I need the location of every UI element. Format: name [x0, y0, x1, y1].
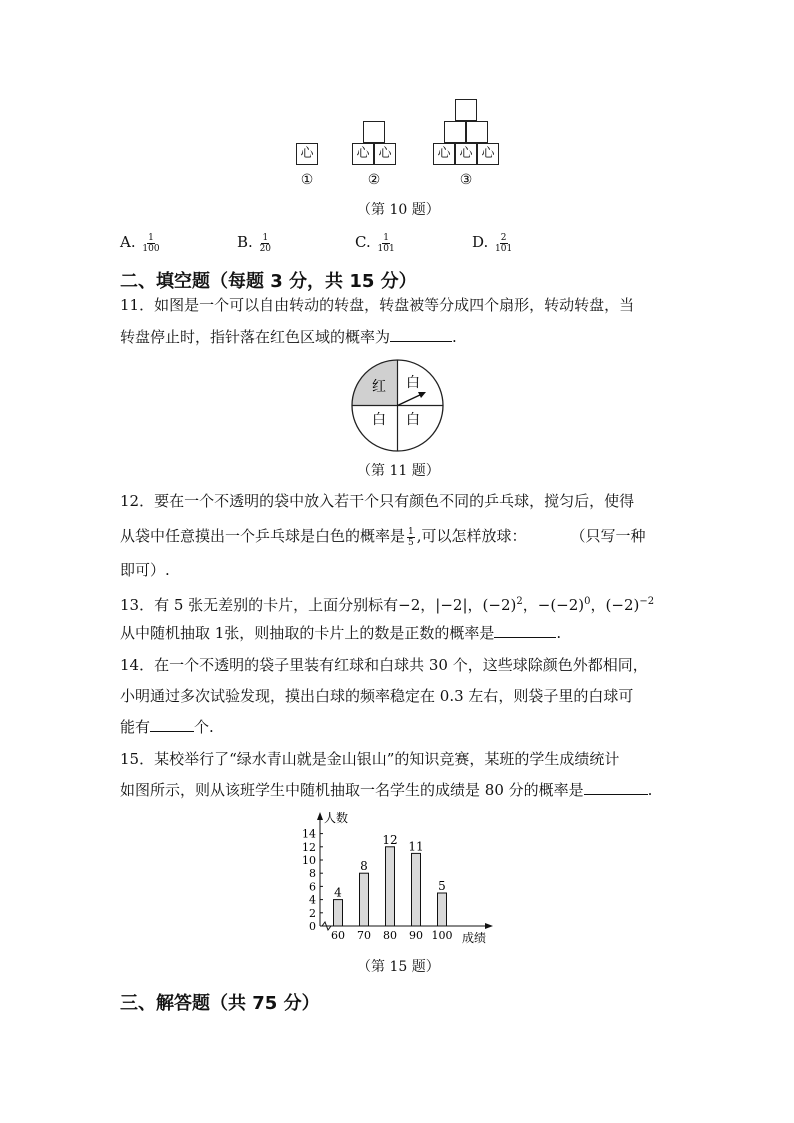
- q12-fraction: $\frac{1}{5}$: [408, 526, 414, 548]
- q15-line-2: 如图所示，则从该班学生中随机抽取一名学生的成绩是 80 分的概率是 .: [120, 781, 653, 799]
- bar-data-label: 5: [438, 879, 446, 893]
- y-axis-label: 人数: [324, 811, 349, 825]
- x-axis-label: 成绩: [462, 931, 487, 945]
- bar: [438, 893, 447, 926]
- y-tick-label: 10: [302, 854, 316, 867]
- sector-label-white: 白: [406, 412, 420, 428]
- option-fraction: $\frac{1}{20}$: [259, 232, 272, 254]
- q10-option-a: [120, 232, 162, 254]
- answer-blank[interactable]: [150, 717, 194, 732]
- y-tick-label: 6: [309, 880, 316, 894]
- answer-blank[interactable]: [584, 780, 648, 795]
- y-tick-label: 0: [309, 920, 316, 933]
- q12-line-2: 从袋中任意摸出一个乒乓球是白色的概率是 $\frac{1}{5}$ ,可以怎样放球： （只写一种: [120, 526, 646, 548]
- option-letter: B.: [237, 233, 253, 251]
- q10-label-1: ①: [300, 172, 314, 188]
- q10-fig2-top-cell: [363, 121, 385, 143]
- bar: [360, 873, 369, 926]
- sector-label-white: 白: [372, 412, 386, 428]
- y-tick-label: 14: [302, 827, 316, 841]
- y-tick-label: 8: [309, 867, 316, 881]
- q10-label-3: ③: [459, 172, 473, 188]
- q14-line-1: 14．在一个不透明的袋子里装有红球和白球共 30 个，这些球除颜色外都相同，: [120, 656, 648, 674]
- q10-fig3-top-cell: [455, 99, 477, 121]
- y-tick-label: 2: [309, 906, 316, 920]
- q10-label-2: ②: [367, 172, 381, 188]
- sector-label-white: 白: [406, 375, 420, 391]
- bar-data-label: 4: [334, 885, 342, 900]
- x-tick-label: 100: [431, 929, 453, 942]
- q11-line-2: 转盘停止时，指针落在红色区域的概率为 .: [120, 328, 457, 346]
- q10-fig3-mid-cell: [444, 121, 466, 143]
- option-letter: A.: [120, 233, 136, 251]
- bar: [386, 847, 395, 926]
- option-letter: C.: [355, 233, 371, 251]
- y-tick-label: 12: [302, 840, 316, 854]
- q10-fig3-mid-cell: [466, 121, 488, 143]
- y-axis-arrow: [317, 812, 323, 820]
- q11-line-1: 11．如图是一个可以自由转动的转盘，转盘被等分成四个扇形，转动转盘，当: [120, 296, 635, 314]
- sector-label-red: 红: [372, 379, 386, 395]
- q15-bar-chart: [290, 808, 500, 948]
- q10-fig2-cell: 心: [374, 143, 396, 165]
- q10-caption: （第 10 题）: [357, 202, 440, 218]
- q10-option-c: [355, 232, 397, 254]
- answer-blank[interactable]: [390, 327, 452, 342]
- section-2-heading: 二、填空题（每题 3 分，共 15 分）: [120, 271, 417, 292]
- option-letter: D.: [472, 233, 489, 251]
- bar-data-label: 11: [408, 839, 424, 854]
- answer-blank[interactable]: [494, 623, 556, 638]
- q10-fig2-cell: 心: [352, 143, 374, 165]
- q13-line-2: 从中随机抽取 1张，则抽取的卡片上的数是正数的概率是 .: [120, 624, 562, 642]
- option-fraction: $\frac{1}{101}$: [377, 232, 395, 254]
- x-tick-label: 60: [331, 929, 345, 942]
- q11-spinner: [350, 358, 445, 453]
- q14-line-3: 能有 个.: [120, 718, 214, 736]
- q10-fig3-cell: 心: [477, 143, 499, 165]
- q12-line-1: 12．要在一个不透明的袋中放入若干个只有颜色不同的乒乓球，搅匀后，使得: [120, 492, 635, 510]
- q14-line-2: 小明通过多次试验发现，摸出白球的频率稳定在 0.3 左右，则袋子里的白球可: [120, 687, 634, 705]
- q12-line-3: 即可）.: [120, 561, 170, 579]
- spinner-pointer: [398, 394, 423, 406]
- q10-fig3-cell: 心: [455, 143, 477, 165]
- q10-option-d: [472, 232, 514, 254]
- section-3-heading: 三、解答题（共 75 分）: [120, 993, 320, 1014]
- q10-figure: [290, 92, 510, 192]
- x-axis-arrow: [485, 923, 493, 929]
- q13-line-1: 13．有 5 张无差别的卡片，上面分别标有−2，|−2|，$(-2)^2$，$-(-2)^0$，$(-2)^{-2}$: [120, 596, 655, 614]
- q11-caption: （第 11 题）: [357, 463, 440, 479]
- q15-caption: （第 15 题）: [357, 959, 440, 975]
- bar: [334, 900, 343, 926]
- q10-option-b: [237, 232, 273, 254]
- q10-fig3-cell: 心: [433, 143, 455, 165]
- option-fraction: $\frac{2}{101}$: [495, 232, 513, 254]
- y-tick-label: 4: [309, 893, 316, 907]
- option-fraction: $\frac{1}{100}$: [142, 232, 160, 254]
- bar: [412, 853, 421, 926]
- bar-data-label: 8: [360, 859, 368, 874]
- q10-fig1-cell: 心: [296, 143, 318, 165]
- q15-line-1: 15．某校举行了“绿水青山就是金山银山”的知识竞赛，某班的学生成绩统计: [120, 750, 620, 768]
- x-tick-label: 70: [357, 929, 371, 942]
- bar-data-label: 12: [382, 832, 398, 847]
- x-tick-label: 90: [409, 929, 423, 942]
- x-tick-label: 80: [383, 929, 397, 942]
